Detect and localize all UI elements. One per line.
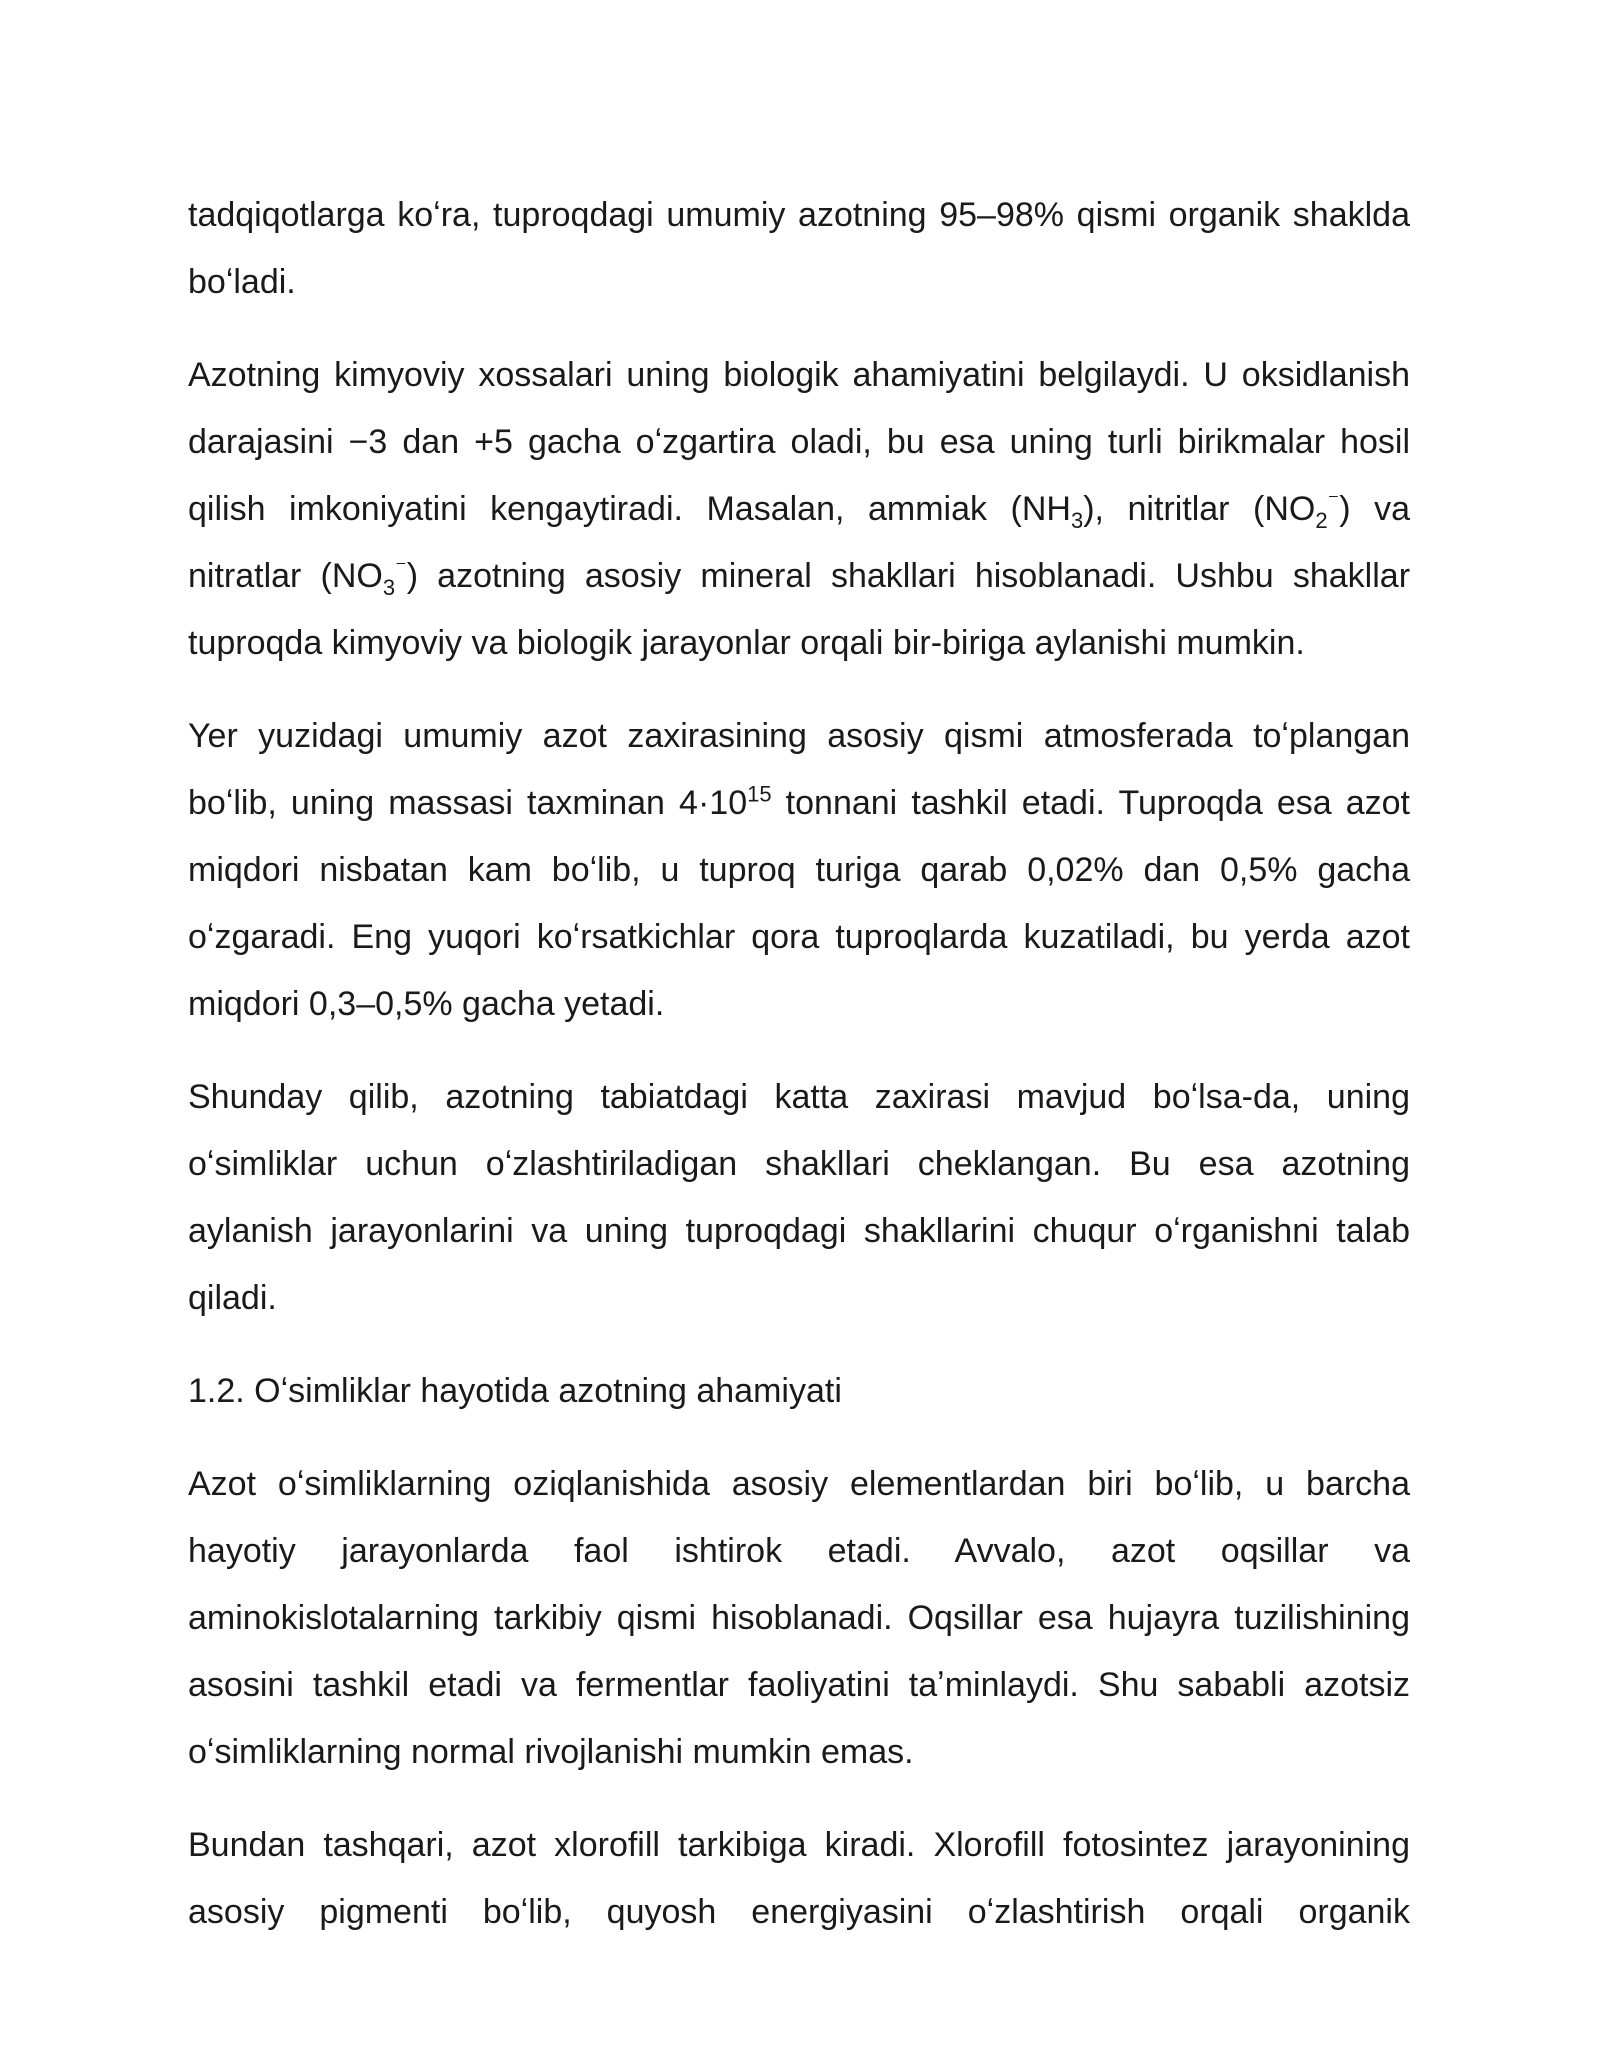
text-segment: tonnani tashkil etadi. Tuproqda esa azot miqdori nisbatan kam boʻlib, u tuproq turiga qarab 0,02% dan 0,5% gacha oʻzgaradi. Eng yuqori koʻrsatkichlar qora tuproqlarda kuzatiladi, bu yerda azot miqdori 0,3–0,5% gacha yetadi. (188, 784, 1410, 1023)
paragraph-chlorophyll: Bundan tashqari, azot xlorofill tarkibiga kiradi. Xlorofill fotosintez jarayonining asosiy pigmenti boʻlib, quyosh energiyasini oʻzlashtirish orqali organik (188, 1826, 1410, 1931)
text-segment: Azotning kimyoviy xossalari uning biologik ahamiyatini belgilaydi. U oksidlanish darajasini −3 dan +5 gacha oʻzgartira oladi, bu esa uning turli birikmalar hosil qilish imkoniyatini kengaytiradi. Masalan, ammiak (NH (188, 356, 1410, 528)
text-segment: ) azotning asosiy mineral shakllari hisoblanadi. Ushbu shakllar tuproqda kimyoviy va biologik jarayonlar orqali bir-biriga aylanishi mumkin. (188, 557, 1411, 662)
text-segment: ) va nitratlar (NO (188, 490, 1410, 595)
subscript: 3 (1070, 507, 1084, 533)
document-page (188, 182, 1410, 1972)
superscript: 15 (747, 781, 772, 807)
text-segment: Yer yuzidagi umumiy azot zaxirasining asosiy qismi atmosferada toʻplangan boʻlib, uning massasi taxminan 4·10 (188, 717, 1410, 822)
paragraph-nitrogen-reserves (188, 703, 1410, 1038)
text-segment: ), nitritlar (NO (1083, 490, 1316, 528)
superscript: ⁻ (395, 554, 407, 580)
paragraph-nitrogen-role: Azot oʻsimliklarning oziqlanishida asosiy elementlardan biri boʻlib, u barcha hayotiy jarayonlarda faol ishtirok etadi. Avvalo, azot oqsillar va aminokislotalarning tarkibiy qismi hisoblanadi. Oqsillar esa hujayra tuzilishining asosini tashkil etadi va fermentlar faoliyatini taʼminlaydi. Shu sababli azotsiz oʻsimliklarning normal rivojlanishi mumkin emas. (188, 1465, 1410, 1771)
paragraph-organic-nitrogen: tadqiqotlarga koʻra, tuproqdagi umumiy azotning 95–98% qismi organik shaklda boʻladi. (188, 196, 1410, 301)
superscript: ⁻ (1327, 487, 1340, 513)
section-heading: 1.2. Oʻsimliklar hayotida azotning ahamiyati (188, 1372, 842, 1410)
subscript: 2 (1315, 507, 1328, 533)
subscript: 3 (382, 574, 396, 600)
paragraph-conclusion: Shunday qilib, azotning tabiatdagi katta zaxirasi mavjud boʻlsa-da, uning oʻsimliklar uchun oʻzlashtiriladigan shakllari cheklangan. Bu esa azotning aylanish jarayonlarini va uning tuproqdagi shakllarini chuqur oʻrganishni talab qiladi. (188, 1078, 1410, 1317)
paragraph-chemical-properties (188, 342, 1410, 677)
